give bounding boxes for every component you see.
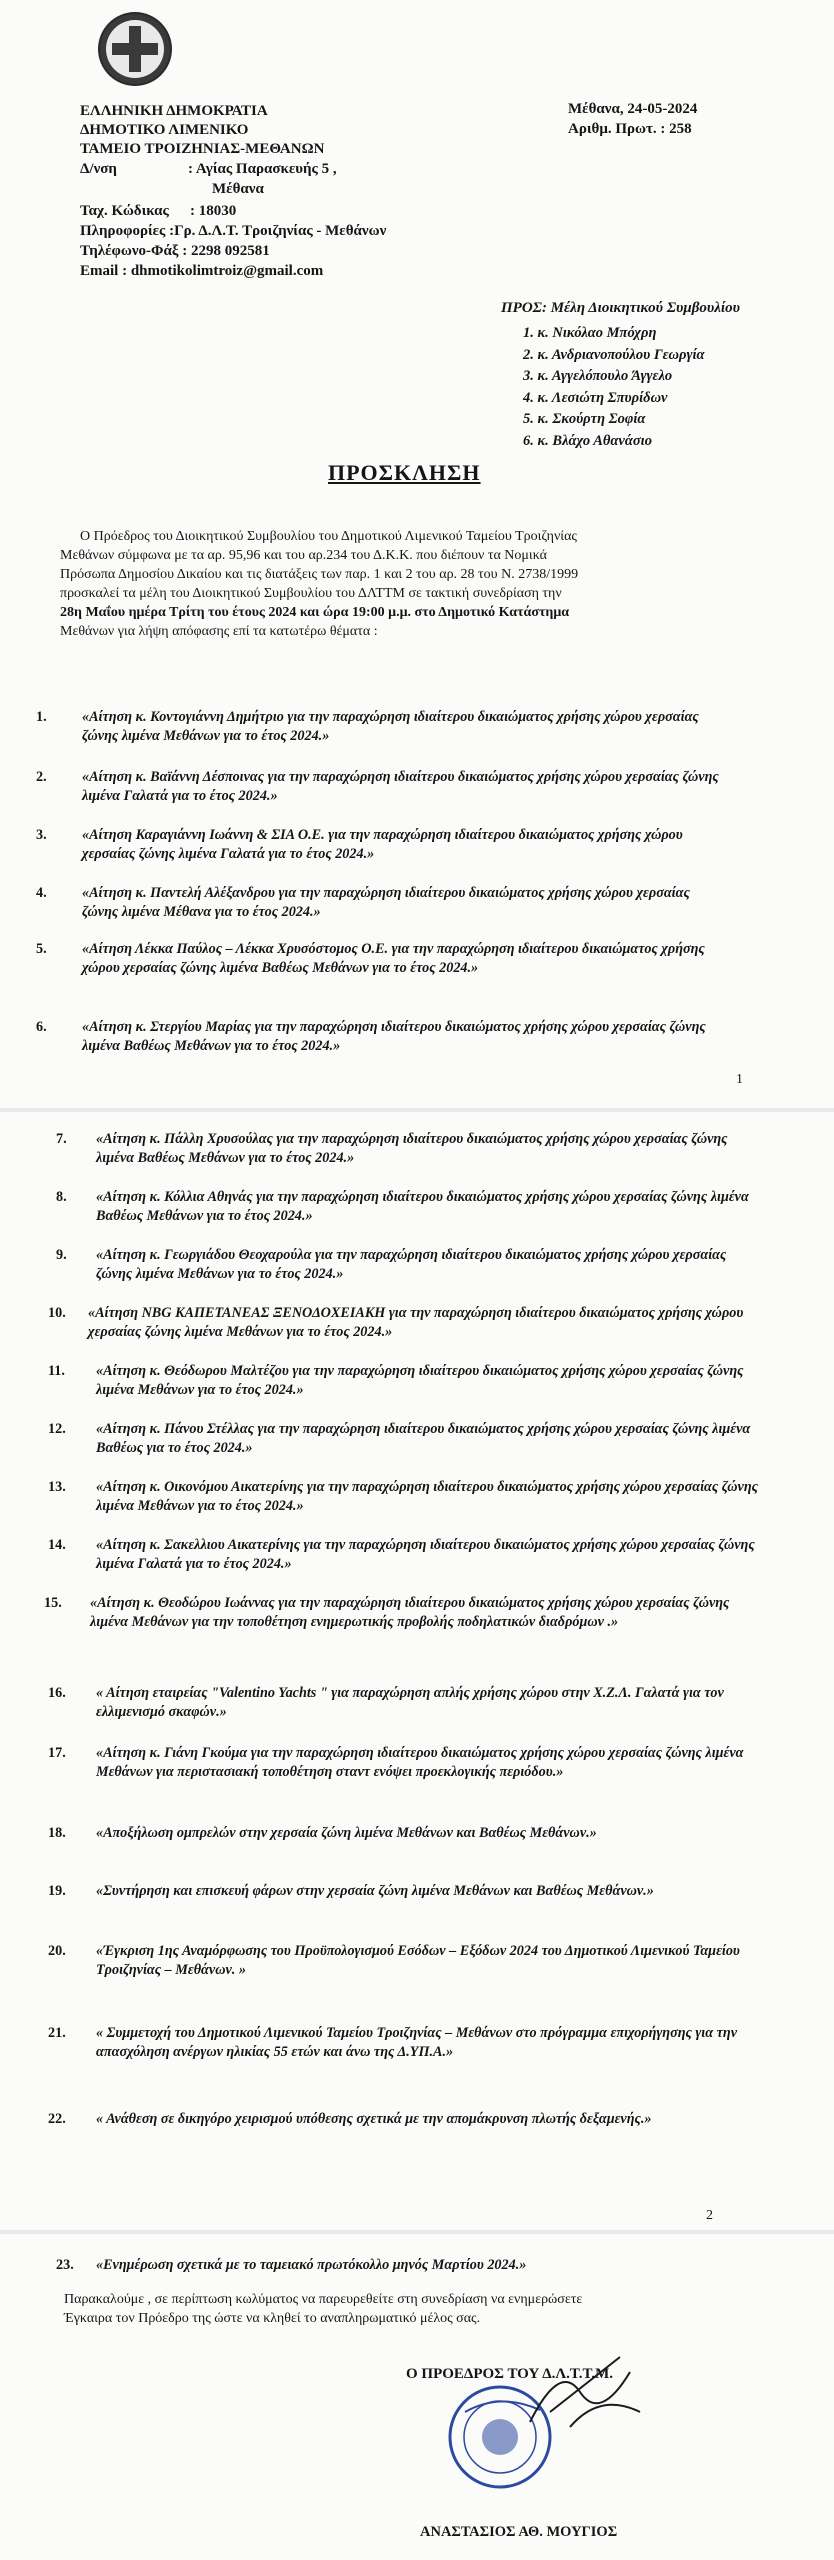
info-label: Πληροφορίες :: [80, 223, 175, 239]
page-2: [0, 1112, 834, 2230]
agenda-item-2: 2. «Αίτηση κ. Βαϊάννη Δέσποινας για την παραχώρηση ιδιαίτερου δικαιώματος χρήσης χώρου χερσαίας ζώνης λιμένα Γαλατά για το έτος 2024.»: [36, 769, 719, 804]
recipient-item: 6. κ. Βλάχο Αθανάσιο: [523, 432, 652, 449]
agenda-item-7: 7. «Αίτηση κ. Πάλλη Χρυσούλας για την παραχώρηση ιδιαίτερου δικαιώματος χρήσης χώρου χερσαίας ζώνης λιμένα Βαθέως Μεθάνων για το έτος 2024.»: [56, 1131, 728, 1166]
agenda-item-4: 4. «Αίτηση κ. Παντελή Αλέξανδρου για την παραχώρηση ιδιαίτερου δικαιώματος χρήσης χώρου χερσαίας ζώνης λιμένα Μέθανα για το έτος 2024.»: [36, 885, 690, 920]
postal-value: : 18030: [190, 203, 237, 219]
agenda-item-21: 21. « Συμμετοχή του Δημοτικού Λιμενικού Ταμείου Τροιζηνίας – Μεθάνων στο πρόγραμμα επιχορήγησης για την απασχόληση ανέργων ηλικίας 55 ετών και άνω της Δ.ΥΠ.Α.»: [48, 2025, 738, 2060]
agenda-item-14: 14. «Αίτηση κ. Σακελλιου Αικατερίνης για την παραχώρηση ιδιαίτερου δικαιώματος χρήσης χώρου χερσαίας ζώνης λιμένα Γαλατά για το έτος 2024.»: [48, 1537, 755, 1572]
intro-line: προσκαλεί τα μέλη του Διοικητικού Συμβουλίου του ΔΛΤΤΜ σε τακτική συνεδρίαση την: [60, 586, 562, 601]
intro-line: Μεθάνων για λήψη απόφασης επί τα κατωτέρω θέματα :: [60, 624, 378, 639]
place-date: Μέθανα, 24-05-2024: [568, 101, 698, 117]
agenda-item-19: 19. «Συντήρηση και επισκευή φάρων στην χερσαία ζώνη λιμένα Μεθάνων και Βαθέως Μεθάνων.»: [48, 1883, 654, 1899]
agenda-item-11: 11. «Αίτηση κ. Θεόδωρου Μαλτέζου για την παραχώρηση ιδιαίτερου δικαιώματος χρήσης χώρου χερσαίας ζώνης λιμένα Μεθάνων για το έτος 2024.»: [48, 1363, 744, 1398]
intro-line: 28η Μαΐου ημέρα Τρίτη του έτους 2024 και ώρα 19:00 μ.μ. στο Δημοτικό Κατάστημα: [60, 605, 570, 620]
agenda-item-9: 9. «Αίτηση κ. Γεωργιάδου Θεοχαρούλα για την παραχώρηση ιδιαίτερου δικαιώματος χρήσης χώρου χερσαίας ζώνης λιμένα Μεθάνων για το έτος 2024.»: [56, 1247, 727, 1282]
recipients-title: ΠΡΟΣ: Μέλη Διοικητικού Συμβουλίου: [501, 300, 740, 316]
agenda-item-17: 17. «Αίτηση κ. Γιάνη Γκούμα για την παραχώρηση ιδιαίτερου δικαιώματος χρήσης χώρου χερσαίας ζώνης λιμένα Μεθάνων για περιστασιακή τοποθέτηση σταντ ενόψει προεκλογικής περιόδου.»: [48, 1745, 744, 1780]
protocol-number: Αριθμ. Πρωτ. : 258: [568, 121, 692, 137]
closing-line: Έγκαιρα τον Πρόεδρο της ώστε να κληθεί το αναπληρωματικό μέλος σας.: [64, 2311, 481, 2326]
address-label: Δ/νση: [80, 161, 117, 177]
page-3: [0, 2234, 834, 2560]
closing-line: Παρακαλούμε , σε περίπτωση κωλύματος να παρευρεθείτε στη συνεδρίαση να ενημερώσετε: [64, 2292, 583, 2307]
recipient-item: 5. κ. Σκούρτη Σοφία: [523, 411, 646, 427]
page-1: [0, 0, 834, 1108]
org-line: ΔΗΜΟΤΙΚΟ ΛΙΜΕΝΙΚΟ: [80, 122, 249, 138]
agenda-item-8: 8. «Αίτηση κ. Κόλλια Αθηνάς για την παραχώρηση ιδιαίτερου δικαιώματος χρήσης χώρου χερσαίας ζώνης λιμένα Βαθέως Μεθάνων για το έτος 2024.»: [56, 1189, 749, 1224]
org-line: ΕΛΛΗΝΙΚΗ ΔΗΜΟΚΡΑΤΙΑ: [80, 103, 268, 119]
org-line: ΤΑΜΕΙΟ ΤΡΟΙΖΗΝΙΑΣ-ΜΕΘΑΝΩΝ: [80, 141, 325, 157]
intro-paragraph: [60, 527, 750, 641]
agenda-item-15: 15. «Αίτηση κ. Θεοδώρου Ιωάννας για την παραχώρηση ιδιαίτερου δικαιώματος χρήσης χώρου χερσαίας ζώνης λιμένα Μεθάνων για την τοποθέτηση ενημερωτικής προβολής ποδηλατικών διαδρόμων .»: [44, 1595, 730, 1630]
page-number: 2: [706, 2208, 713, 2223]
intro-line: Πρόσωπα Δημοσίου Δικαίου και τις διατάξεις των παρ. 1 και 2 του αρ. 28 του Ν. 2738/1999: [60, 567, 579, 582]
recipients-list: [523, 323, 705, 452]
handwritten-signature: [520, 2352, 650, 2442]
intro-line: Ο Πρόεδρος του Διοικητικού Συμβουλίου του Δημοτικού Λιμενικού Ταμείου Τροιζηνίας: [80, 529, 577, 544]
greek-emblem-icon: [98, 12, 172, 86]
email-value: dhmotikolimtroiz@gmail.com: [130, 263, 324, 279]
phone-line: [80, 242, 270, 261]
signature-title: Ο ΠΡΟΕΔΡΟΣ ΤΟΥ Δ.Λ.Τ.Τ.Μ.: [406, 2366, 614, 2382]
info-line: [80, 222, 386, 241]
email-line: [80, 262, 323, 281]
postal-label: Ταχ. Κώδικας: [80, 203, 169, 219]
agenda-item-12: 12. «Αίτηση κ. Πάνου Στέλλας για την παραχώρηση ιδιαίτερου δικαιώματος χρήσης χώρου χερσαίας ζώνης λιμένα Βαθέως για το έτος 2024.»: [48, 1421, 751, 1456]
info-value: Γρ. Δ.Λ.Τ. Τροιζηνίας - Μεθάνων: [174, 223, 387, 239]
agenda-item-20: 20. «Έγκριση 1ης Αναμόρφωσης του Προϋπολογισμού Εσόδων – Εξόδων 2024 του Δημοτικού Λιμενικού Ταμείου Τροιζηνίας – Μεθάνων. »: [48, 1943, 740, 1978]
intro-line: Μεθάνων σύμφωνα με τα αρ. 95,96 και του αρ.234 του Δ.Κ.Κ. που διέπουν τα Νομικά: [60, 548, 547, 563]
page-number: 1: [736, 1072, 743, 1087]
recipient-item: 3. κ. Αγγελόπουλο Άγγελο: [523, 368, 673, 384]
agenda-item-16: 16. « Αίτηση εταιρείας "Valentino Yachts " για παραχώρηση απλής χρήσης χώρου στην Χ.Ζ.Λ. Γαλατά για τον ελλιμενισμό σκαφών.»: [48, 1685, 724, 1720]
agenda-item-22: 22. « Ανάθεση σε δικηγόρο χειρισμού υπόθεσης σχετικά με την απομάκρυνση πλωτής δεξαμενής.»: [48, 2111, 652, 2127]
agenda-item-1: 1. «Αίτηση κ. Κοντογιάννη Δημήτριο για την παραχώρηση ιδιαίτερου δικαιώματος χρήσης χώρου χερσαίας ζώνης λιμένα Μεθάνων για το έτος 2024.»: [36, 709, 699, 744]
closing-paragraph: [64, 2290, 764, 2328]
agenda-item-6: 6. «Αίτηση κ. Στεργίου Μαρίας για την παραχώρηση ιδιαίτερου δικαιώματος χρήσης χώρου χερσαίας ζώνης λιμένα Βαθέως Μεθάνων για το έτος 2024.»: [36, 1019, 706, 1054]
agenda-item-23: 23. «Ενημέρωση σχετικά με το ταμειακό πρωτόκολλο μηνός Μαρτίου 2024.»: [56, 2257, 527, 2273]
address-city: Μέθανα: [212, 181, 264, 197]
address-value: : Αγίας Παρασκευής 5 ,: [188, 161, 337, 177]
org-block: [80, 102, 324, 159]
agenda-item-10: 10. «Αίτηση NBG ΚΑΠΕΤΑΝΕΑΣ ΞΕΝΟΔΟΧΕΙΑΚΗ για την παραχώρηση ιδιαίτερου δικαιώματος χρήσης χώρου χερσαίας ζώνης λιμένα Μεθάνων για το έτος 2024.»: [48, 1305, 744, 1340]
email-label: Email :: [80, 263, 128, 279]
agenda-item-18: 18. «Αποξήλωση ομπρελών στην χερσαία ζώνη λιμένα Μεθάνων και Βαθέως Μεθάνων.»: [48, 1825, 597, 1841]
phone-value: : 2298 092581: [182, 243, 270, 259]
agenda-item-3: 3. «Αίτηση Καραγιάννη Ιωάννη & ΣΙΑ Ο.Ε. για την παραχώρηση ιδιαίτερου δικαιώματος χρήσης χώρου χερσαίας ζώνης λιμένα Γαλατά για το έτος 2024.»: [36, 827, 683, 862]
page-title: ΠΡΟΣΚΛΗΣΗ: [328, 460, 481, 485]
recipient-item: 2. κ. Ανδριανοπούλου Γεωργία: [523, 346, 705, 363]
recipient-item: 4. κ. Λεσιώτη Σπυρίδων: [523, 389, 668, 406]
phone-label: Τηλέφωνο-Φάξ: [80, 243, 179, 259]
recipient-item: 1. κ. Νικόλαο Μπόχρη: [523, 325, 657, 341]
agenda-item-13: 13. «Αίτηση κ. Οικονόμου Αικατερίνης για την παραχώρηση ιδιαίτερου δικαιώματος χρήσης χώρου χερσαίας ζώνης λιμένα Μεθάνων για το έτος 2024.»: [48, 1479, 758, 1514]
agenda-item-5: 5. «Αίτηση Λέκκα Παύλος – Λέκκα Χρυσόστομος Ο.Ε. για την παραχώρηση ιδιαίτερου δικαιώματος χρήσης χώρου χερσαίας ζώνης λιμένα Βαθέως Μεθάνων για το έτος 2024.»: [36, 941, 705, 976]
signatory-name: ΑΝΑΣΤΑΣΙΟΣ ΑΘ. ΜΟΥΓΙΟΣ: [420, 2524, 618, 2540]
